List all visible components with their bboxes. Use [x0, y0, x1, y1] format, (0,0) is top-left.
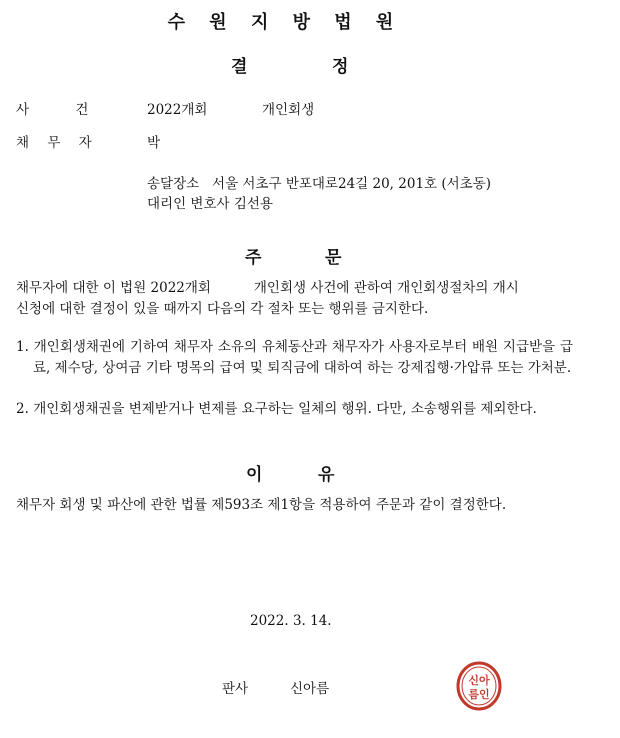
judge-title: 판사	[222, 681, 249, 697]
order-heading-second-char: 문	[325, 248, 342, 268]
judge-name: 신아름	[290, 681, 330, 697]
decision-date: 2022. 3. 14.	[250, 613, 332, 629]
reason-text: 채무자 회생 및 파산에 관한 법률 제593조 제1항을 적용하여 주문과 같이 결정한다.	[16, 497, 507, 513]
order-item-1-number: 1.	[16, 339, 29, 355]
case-type: 개인회생	[262, 102, 315, 118]
order-intro-line-2: 신청에 대한 결정이 있을 때까지 다음의 각 절차 또는 행위를 금지한다.	[16, 301, 429, 317]
court-name: 수 원 지 방 법 원	[167, 12, 403, 33]
doc-type-first-char: 결	[231, 57, 248, 77]
seal-text-top: 신아	[468, 674, 490, 687]
case-label: 사 건	[16, 102, 89, 118]
order-item-1	[16, 337, 573, 379]
order-item-2	[16, 399, 573, 420]
case-number: 2022개회	[147, 102, 208, 118]
order-intro-line-1: 채무자에 대한 이 법원 2022개회 개인회생 사건에 관하여 개인회생절차의 개시	[16, 280, 519, 296]
service-address: 송달장소 서울 서초구 반포대로24길 20, 201호 (서초동)	[147, 176, 492, 192]
order-item-2-text: 개인회생채권을 변제받거나 변제를 요구하는 일체의 행위. 다만, 소송행위를 제외한다.	[33, 401, 537, 417]
reason-heading-first-char: 이	[246, 465, 263, 485]
order-item-1-text: 개인회생채권에 기하여 채무자 소유의 유체동산과 채무자가 사용자로부터 배원 지급받을 급료, 제수당, 상여금 기타 명목의 급여 및 퇴직금에 대하여 하는 강제집행·가압류 또는 가처분.	[33, 339, 573, 376]
debtor-name: 박	[147, 135, 161, 151]
judge-seal-stamp	[456, 661, 502, 711]
reason-heading-second-char: 유	[318, 465, 335, 485]
seal-text-bottom: 름인	[468, 688, 490, 701]
order-heading-first-char: 주	[245, 248, 262, 268]
doc-type-second-char: 정	[332, 57, 349, 77]
debtor-label: 채 무 자	[16, 135, 92, 151]
order-item-2-number: 2.	[16, 401, 29, 417]
legal-agent: 대리인 변호사 김선용	[147, 196, 273, 212]
